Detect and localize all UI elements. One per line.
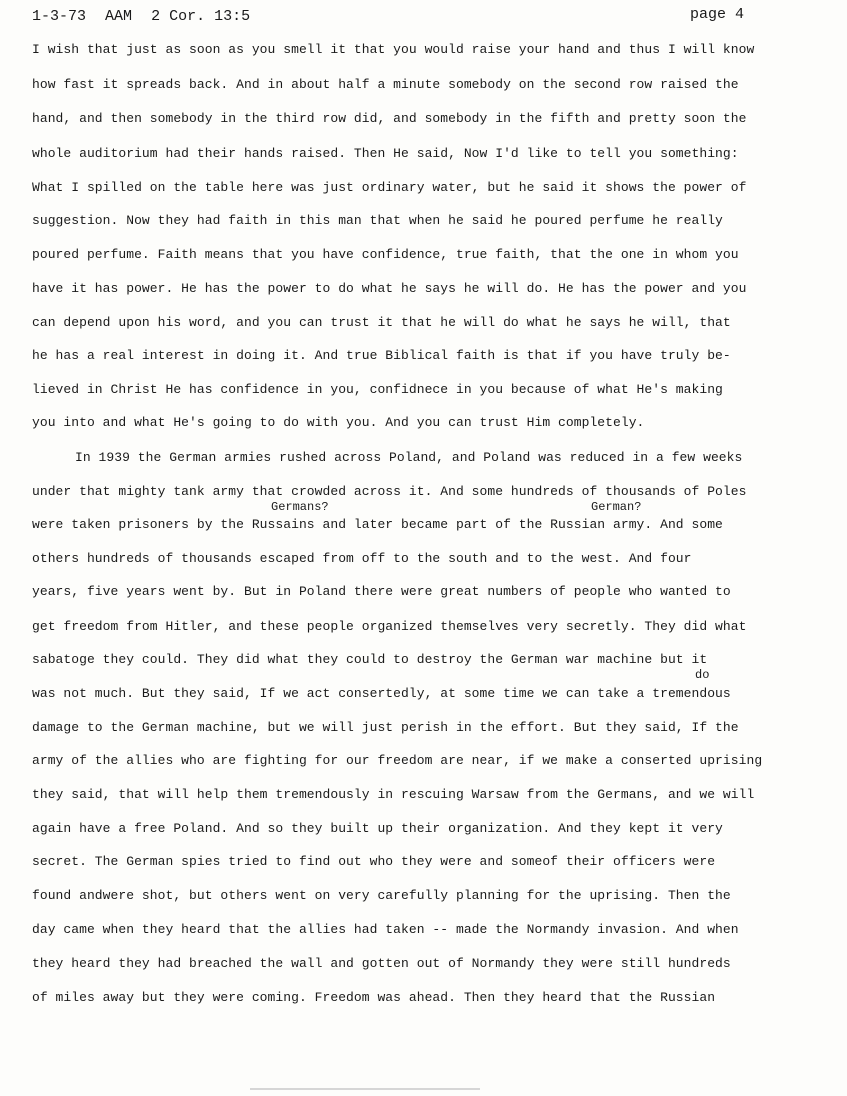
text-line: suggestion. Now they had faith in this man that when he said he poured perfume he really (32, 213, 723, 228)
text-line: whole auditorium had their hands raised. Then He said, Now I'd like to tell you something: (32, 146, 739, 161)
text-line: found andwere shot, but others went on very carefully planning for the uprising. Then the (32, 888, 731, 903)
text-line: others hundreds of thousands escaped from off to the south and to the west. And four (32, 551, 692, 566)
text-line: they heard they had breached the wall and gotten out of Normandy they were still hundreds (32, 956, 731, 971)
handwritten-insert: German? (591, 500, 642, 514)
text-line: sabatoge they could. They did what they could to destroy the German war machine but it (32, 652, 708, 667)
header-reference: 2 Cor. 13:5 (151, 8, 251, 25)
text-line: day came when they heard that the allies had taken -- made the Normandy invasion. And when (32, 922, 739, 937)
text-line: have it has power. He has the power to do what he says he will do. He has the power and you (32, 281, 747, 296)
text-line: What I spilled on the table here was just ordinary water, but he said it shows the power of (32, 180, 747, 195)
text-line: how fast it spreads back. And in about half a minute somebody on the second row raised the (32, 77, 739, 92)
text-line: he has a real interest in doing it. And true Biblical faith is that if you have truly be- (32, 348, 731, 363)
header-initials: AAM (105, 8, 133, 25)
text-line: I wish that just as soon as you smell it that you would raise your hand and thus I will know (32, 42, 755, 57)
text-line: years, five years went by. But in Poland there were great numbers of people who wanted to (32, 584, 731, 599)
text-line: were taken prisoners by the Russains and later became part of the Russian army. And some (32, 517, 723, 532)
text-line: again have a free Poland. And so they built up their organization. And they kept it very (32, 821, 723, 836)
text-line: army of the allies who are fighting for our freedom are near, if we make a conserted uprising (32, 753, 763, 768)
text-line: In 1939 the German armies rushed across Poland, and Poland was reduced in a few weeks (75, 450, 743, 465)
text-line: can depend upon his word, and you can trust it that he will do what he says he will, that (32, 315, 731, 330)
page-header (32, 8, 260, 25)
handwritten-insert: do (695, 668, 710, 682)
handwritten-insert: Germans? (271, 500, 329, 514)
page-bottom-edge (250, 1088, 480, 1090)
text-line: was not much. But they said, If we act consertedly, at some time we can take a tremendous (32, 686, 731, 701)
page-number: page 4 (690, 6, 745, 23)
text-line: secret. The German spies tried to find out who they were and someof their officers were (32, 854, 716, 869)
text-line: hand, and then somebody in the third row did, and somebody in the fifth and pretty soon the (32, 111, 747, 126)
text-line: they said, that will help them tremendously in rescuing Warsaw from the Germans, and we will (32, 787, 755, 802)
text-line: get freedom from Hitler, and these people organized themselves very secretly. They did what (32, 619, 747, 634)
text-line: of miles away but they were coming. Freedom was ahead. Then they heard that the Russian (32, 990, 716, 1005)
text-line: poured perfume. Faith means that you have confidence, true faith, that the one in whom you (32, 247, 739, 262)
text-line: you into and what He's going to do with you. And you can trust Him completely. (32, 415, 645, 430)
text-line: lieved in Christ He has confidence in you, confidnece in you because of what He's making (32, 382, 723, 397)
header-date: 1-3-73 (32, 8, 87, 25)
text-line: under that mighty tank army that crowded across it. And some hundreds of thousands of Poles (32, 484, 747, 499)
text-line: damage to the German machine, but we will just perish in the effort. But they said, If the (32, 720, 739, 735)
